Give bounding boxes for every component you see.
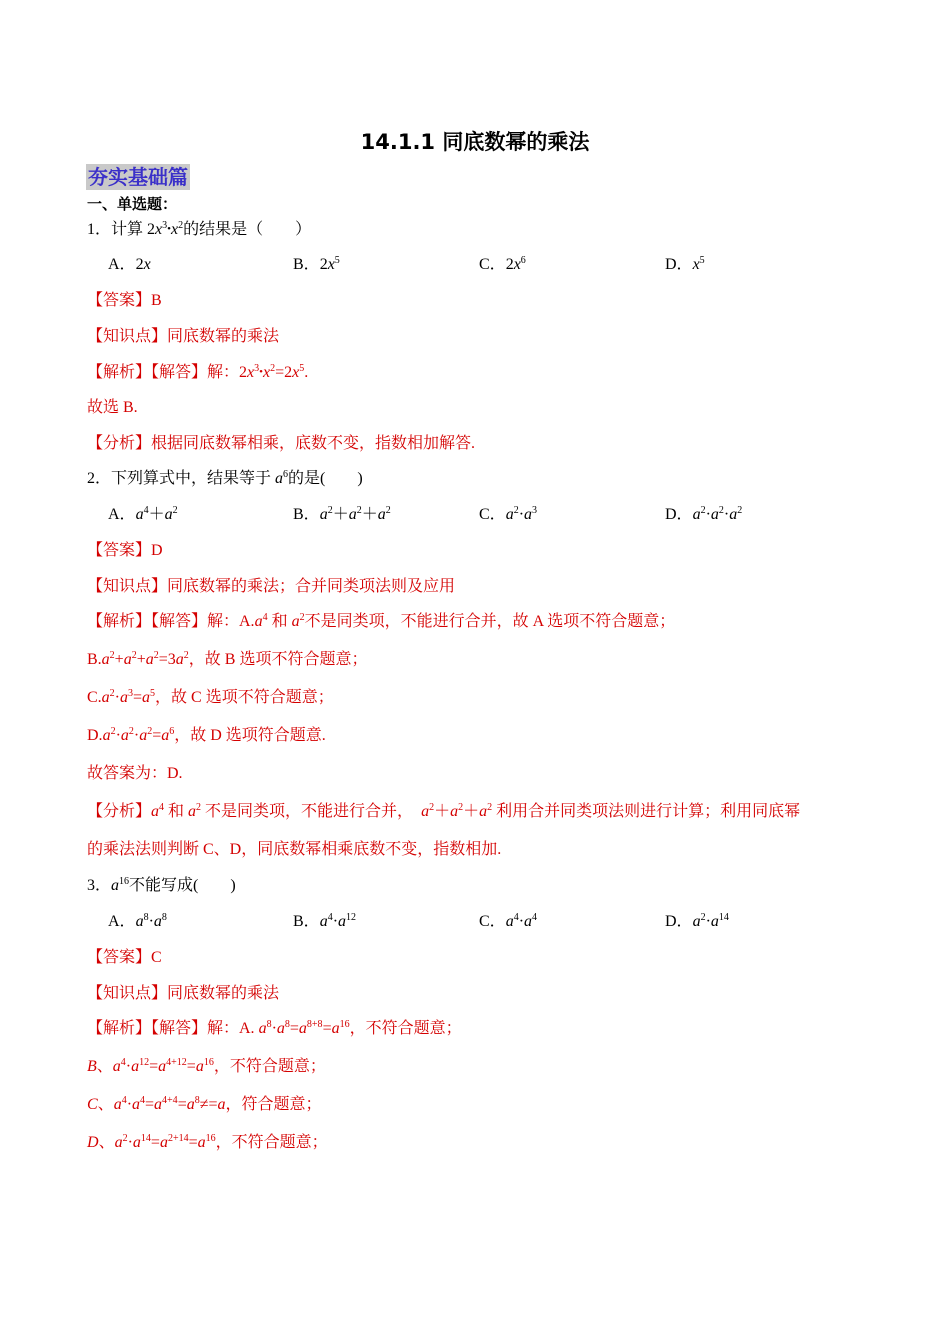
q2-knowledge: 【知识点】同底数幂的乘法；合并同类项法则及应用 <box>87 578 456 595</box>
q2-option-d: D．$a^2\cdot a^2\cdot a^2$ <box>665 505 743 523</box>
q1-analysis: 【解析】【解答】解：$2x^3•x^2=2x^5$. <box>87 363 309 381</box>
q2-fenxi: 【分析】$a^4$ 和 $a^2$ 不是同类项，不能进行合并， $a^2+a^2+a^2$ 利用合并同类项法则进行计算；利用同底幂 <box>87 802 801 820</box>
q1-option-b: B．$2x^5$ <box>293 255 340 273</box>
page-title: 14.1.1 同底数幂的乘法 <box>360 130 590 154</box>
q3-analysis-a: 【解析】【解答】解：A. $a^8\cdot a^8=a^{8+8}=a^{16}$，不符合题意； <box>87 1019 462 1037</box>
q2-analysis-d: $D.a^2\cdot a^2\cdot a^2=a^6$，故 D 选项符合题意. <box>87 726 326 744</box>
question-2: 2．下列算式中，结果等于 $a^6$的是( ) <box>87 469 363 487</box>
q1-conclusion: 故选 B. <box>87 399 138 416</box>
question-3: 3．$a^{16}$不能写成( ) <box>87 876 236 894</box>
q1-fenxi: 【分析】根据同底数幂相乘，底数不变，指数相加解答. <box>87 435 476 452</box>
section-heading: 夯实基础篇 <box>88 165 188 189</box>
q2-analysis-a: 【解析】【解答】解：$A.a^4$ 和 $a^2$不是同类项，不能进行合并，故 A 选项不符合题意； <box>87 612 676 630</box>
question-1: 1．计算 $2x^3•x^2$的结果是（ ） <box>87 220 312 238</box>
q3-analysis-b: B、$a^4\cdot a^{12}=a^{4+12}=a^{16}$，不符合题意； <box>87 1057 326 1075</box>
q2-option-c: C．$a^2\cdot a^3$ <box>479 505 538 523</box>
q2-option-a: A．$a^4+a^2$ <box>108 505 178 523</box>
q1-option-a: A．2x <box>108 256 151 273</box>
q2-answer: 【答案】D <box>87 542 163 559</box>
q1-option-c: C．$2x^6$ <box>479 255 526 273</box>
q2-analysis-c: $C.a^2\cdot a^3=a^5$，故 C 选项不符合题意； <box>87 688 334 706</box>
q3-knowledge: 【知识点】同底数幂的乘法 <box>87 985 280 1002</box>
subsection-heading: 一、单选题： <box>87 195 178 213</box>
q3-answer: 【答案】C <box>87 949 162 966</box>
q3-analysis-c: C、$a^4\cdot a^4=a^{4+4}=a^8\ne=a$，符合题意； <box>87 1095 322 1113</box>
q3-option-b: B．$a^4\cdot a^{12}$ <box>293 912 357 930</box>
q1-option-d: D．$x^5$ <box>665 255 705 273</box>
q1-knowledge: 【知识点】同底数幂的乘法 <box>87 328 280 345</box>
q2-analysis-b: $B.a^2+a^2+a^2=3a^2$，故 B 选项不符合题意； <box>87 650 368 668</box>
q3-option-c: C．$a^4\cdot a^4$ <box>479 912 538 930</box>
q3-option-a: A．$a^8\cdot a^8$ <box>108 912 167 930</box>
q2-fenxi-line2: 的乘法法则判断 C、D，同底数幂相乘底数不变，指数相加. <box>87 841 502 858</box>
q3-option-d: D．$a^2\cdot a^{14}$ <box>665 912 729 930</box>
q2-option-b: B．$a^2+a^2+a^2$ <box>293 505 391 523</box>
q1-answer: 【答案】B <box>87 292 162 309</box>
q2-conclusion: 故答案为：D. <box>87 765 183 782</box>
q3-analysis-d: D、$a^2\cdot a^{14}=a^{2+14}=a^{16}$，不符合题意； <box>87 1133 328 1151</box>
